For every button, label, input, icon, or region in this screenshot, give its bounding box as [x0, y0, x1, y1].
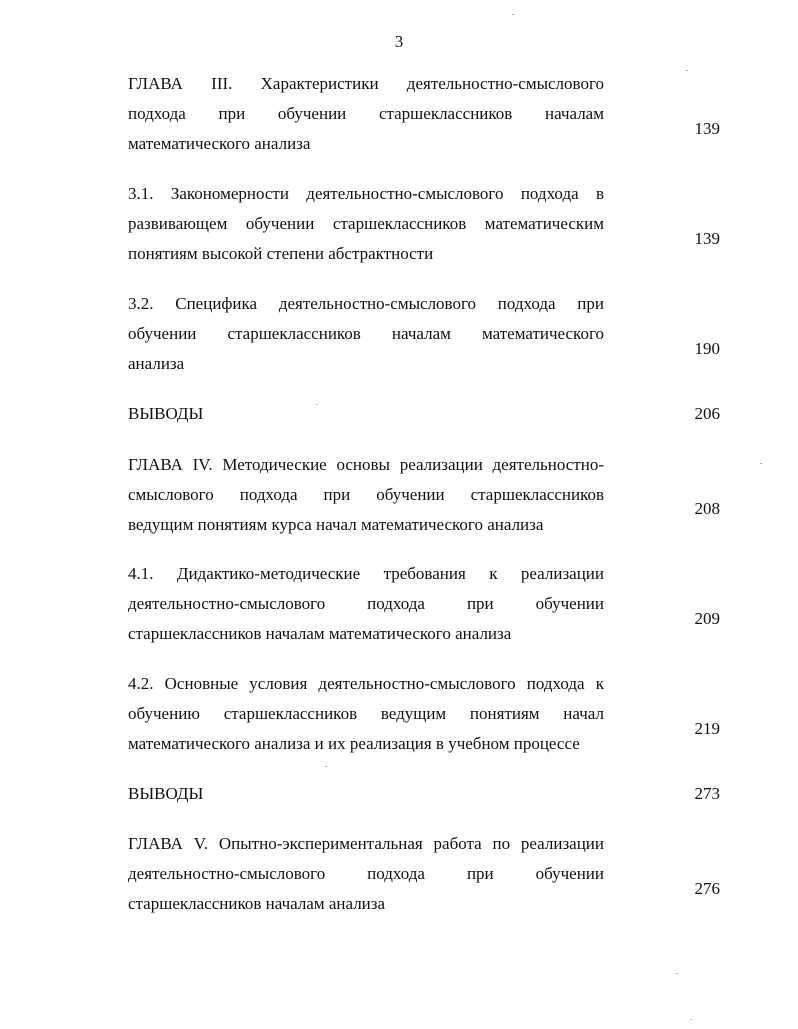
toc-entry-title [128, 69, 604, 159]
toc-line: понятиям высокой степени абстрактности [128, 244, 434, 263]
toc-page-number: 209 [694, 609, 720, 628]
toc-page-number: 208 [694, 499, 720, 518]
toc-line: деятельностно-смыслового подхода при обучении [128, 864, 604, 883]
toc-line: 4.1. Дидактико-методические требования к реализации [128, 564, 604, 583]
toc-line: смыслового подхода при обучении старшеклассников [128, 485, 604, 504]
toc-line: ГЛАВА III. Характеристики деятельностно-смыслового [128, 74, 604, 93]
toc-line: 3.1. Закономерности деятельностно-смыслового подхода в [128, 184, 604, 203]
scan-speck [676, 973, 678, 974]
toc-entry-title [128, 829, 604, 919]
scan-speck [512, 14, 514, 15]
toc-entry-chapter-5 [128, 829, 720, 919]
toc-page-number: 206 [694, 404, 720, 423]
toc-line: анализа [128, 354, 185, 373]
toc-page-number: 139 [694, 119, 720, 138]
toc-entry-title [128, 450, 604, 540]
toc-entry-section-4-2 [128, 669, 720, 759]
toc-line: подхода при обучении старшеклассников началам [128, 104, 604, 123]
toc-entry-title [128, 179, 604, 269]
toc-entry-title [128, 559, 604, 649]
toc-entry-title [128, 779, 604, 809]
page-number: 3 [394, 32, 404, 51]
toc-page-number: 190 [694, 339, 720, 358]
scan-speck [760, 463, 762, 464]
toc-line: ведущим понятиям курса начал математического анализа [128, 515, 544, 534]
toc-line: 3.2. Специфика деятельностно-смыслового подхода при [128, 294, 604, 313]
toc-entry-chapter-4 [128, 450, 720, 540]
toc-page-number: 276 [694, 879, 720, 898]
toc-page-number: 219 [694, 719, 720, 738]
toc-line: ВЫВОДЫ [128, 404, 204, 423]
toc-line: ВЫВОДЫ [128, 784, 204, 803]
toc-entry-title [128, 399, 604, 429]
scan-speck [325, 766, 327, 767]
toc-entry-section-4-1 [128, 559, 720, 649]
toc-entry-section-3-1 [128, 179, 720, 269]
toc-line: ГЛАВА V. Опытно-экспериментальная работа по реализации [128, 834, 604, 853]
toc-entry-title [128, 669, 604, 759]
toc-page-number: 139 [694, 229, 720, 248]
toc-line: обучении старшеклассников началам математического [128, 324, 604, 343]
toc-entry-chapter-3 [128, 69, 720, 159]
toc-line: ГЛАВА IV. Методические основы реализации деятельностно- [128, 455, 604, 474]
toc-line: развивающем обучении старшеклассников математическим [128, 214, 604, 233]
toc-page-number: 273 [694, 784, 720, 803]
toc-line: старшеклассников началам анализа [128, 894, 386, 913]
toc-line: обучению старшеклассников ведущим понятиям начал [128, 704, 604, 723]
toc-entry-section-3-2 [128, 289, 720, 379]
toc-line: математического анализа и их реализация в учебном процессе [128, 734, 580, 753]
toc-entry-conclusions-4 [128, 779, 720, 809]
scan-speck [690, 1019, 692, 1020]
toc-line: деятельностно-смыслового подхода при обучении [128, 594, 604, 613]
toc-entry-conclusions-3 [128, 399, 720, 429]
scan-speck [316, 404, 318, 405]
toc-line: старшеклассников началам математического анализа [128, 624, 512, 643]
scan-speck [686, 70, 688, 71]
toc-line: математического анализа [128, 134, 311, 153]
toc-line: 4.2. Основные условия деятельностно-смыслового подхода к [128, 674, 604, 693]
toc-entry-title [128, 289, 604, 379]
